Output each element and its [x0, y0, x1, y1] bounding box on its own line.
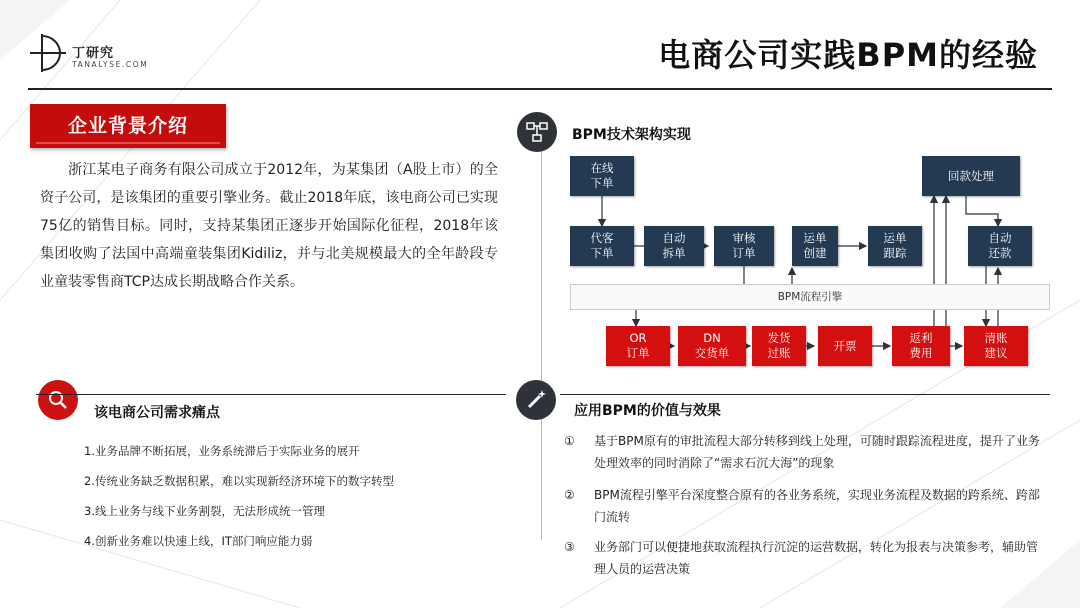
- page-title: 电商公司实践BPM的经验: [658, 36, 1038, 74]
- node-online-order: 在线 下单: [570, 156, 634, 196]
- bpm-architecture-diagram: [566, 150, 1056, 370]
- magnifier-icon: [47, 389, 69, 411]
- node-dn-order: DN 交货单: [678, 326, 746, 366]
- node-review-order: 审核 订单: [714, 226, 774, 266]
- node-rebate: 返利 费用: [892, 326, 950, 366]
- pain-item: 4.创新业务难以快速上线，IT部门响应能力弱: [84, 534, 313, 548]
- node-auto-split: 自动 拆单: [644, 226, 704, 266]
- background-paragraph: 浙江某电子商务有限公司成立于2012年，为某集团（A股上市）的全资子公司，是该集团的重要引擎业务。截止2018年底，该电商公司已实现75亿的销售目标。同时，支持某集团正逐步开始国际化征程，2018年该集团收购了法国中高端童装集团Kidiliz，并与北美规模最大的全年龄段专业童装零售商TCP达成长期战略合作关系。: [40, 162, 498, 290]
- pain-item: 2.传统业务缺乏数据积累，难以实现新经济环境下的数字转型: [84, 474, 394, 488]
- value-icon: [516, 380, 556, 420]
- pain-list: [84, 436, 504, 556]
- architecture-title: BPM技术架构实现: [572, 127, 691, 143]
- node-refund: 回款处理: [922, 156, 1020, 196]
- value-item-text: BPM流程引擎平台深度整合原有的各业务系统，实现业务流程及数据的跨系统、跨部门流转: [594, 488, 1040, 524]
- node-or-order: OR 订单: [606, 326, 670, 366]
- value-item-number: ③: [564, 540, 575, 554]
- pain-divider: [36, 394, 506, 395]
- value-item: [564, 484, 1044, 528]
- pain-item: 3.线上业务与线下业务割裂，无法形成统一管理: [84, 504, 325, 518]
- node-proxy-order: 代客 下单: [570, 226, 634, 266]
- value-item-text: 业务部门可以便捷地获取流程执行沉淀的运营数据，转化为报表与决策参考，辅助管理人员的运营决策: [594, 540, 1039, 576]
- value-item: [564, 430, 1044, 474]
- logo-icon: [28, 30, 68, 76]
- node-invoice: 开票: [818, 326, 872, 366]
- header-divider: [28, 88, 1052, 90]
- node-settle: 清账 建议: [964, 326, 1028, 366]
- node-auto-return: 自动 还款: [968, 226, 1032, 266]
- value-item-text: 基于BPM原有的审批流程大部分转移到线上处理，可随时跟踪流程进度，提升了业务处理效率的同时消除了“需求石沉大海”的现象: [594, 434, 1040, 470]
- pain-item: 1.业务品牌不断拓展，业务系统滞后于实际业务的展开: [84, 444, 360, 458]
- wand-icon: [524, 388, 548, 412]
- value-item-number: ①: [564, 434, 575, 448]
- flowchart-icon: [525, 120, 549, 144]
- node-ship-account: 发货 过账: [752, 326, 806, 366]
- node-waybill-track: 运单 跟踪: [868, 226, 922, 266]
- value-item-number: ②: [564, 488, 575, 502]
- logo-text: 丁研究: [72, 46, 115, 61]
- architecture-icon: [517, 112, 557, 152]
- value-item: [564, 536, 1044, 580]
- value-divider: [560, 394, 1050, 395]
- node-waybill-create: 运单 创建: [792, 226, 838, 266]
- logo-domain: TANALYSE.COM: [72, 60, 149, 69]
- section-divider: [541, 150, 542, 540]
- bpm-engine-bar: BPM流程引擎: [570, 284, 1050, 310]
- background-section-tag: 企业背景介绍: [30, 104, 226, 148]
- pain-icon: [38, 380, 78, 420]
- pain-title: 该电商公司需求痛点: [94, 405, 220, 421]
- value-title: 应用BPM的价值与效果: [574, 403, 721, 419]
